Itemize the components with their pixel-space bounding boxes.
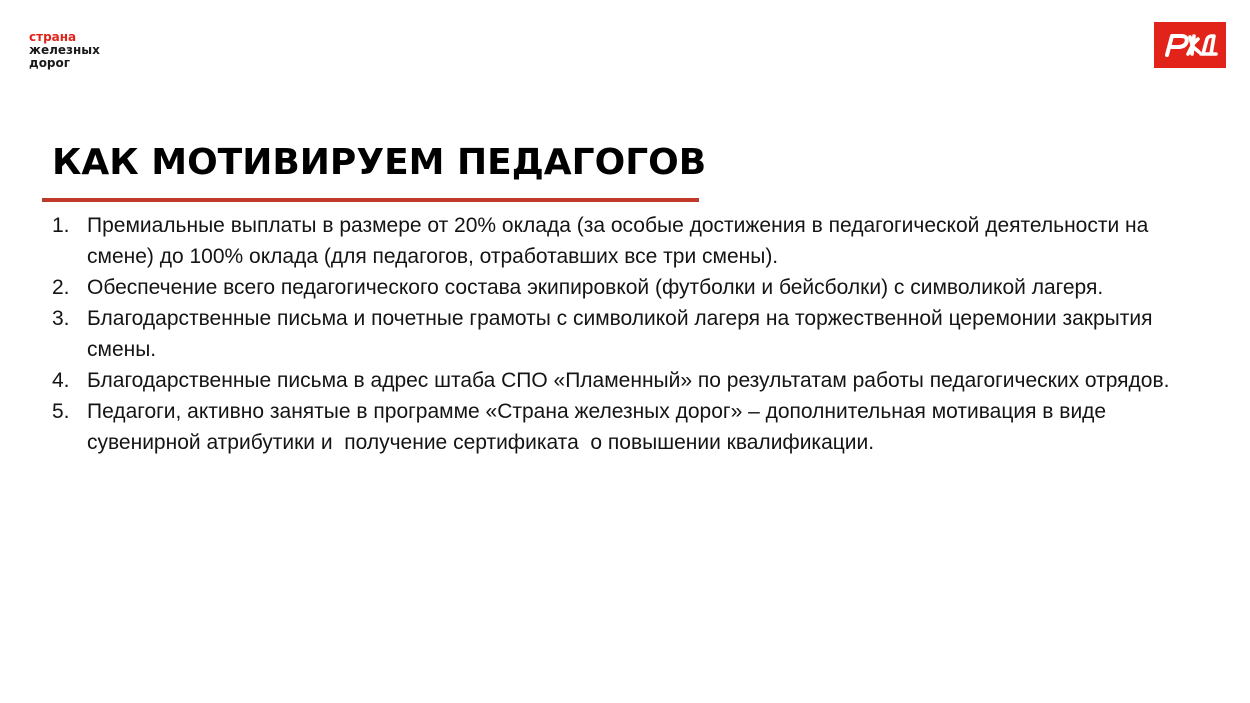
list-item: [52, 303, 1182, 365]
list-item: [52, 396, 1182, 458]
list-item-text: Обеспечение всего педагогического состава экипировкой (футболки и бейсболки) с символикой лагеря.: [87, 276, 1104, 299]
list-item: [52, 365, 1182, 396]
list-item: [52, 272, 1182, 303]
list-item-text: Педагоги, активно занятые в программе «Страна железных дорог» – дополнительная мотивация в виде сувенирной атрибутики и получение сертификата о повышении квалификации.: [87, 400, 1112, 454]
list-item-text: Премиальные выплаты в размере от 20% оклада (за особые достижения в педагогической деятельности на смене) до 100% оклада (для педагогов, отработавших все три смены).: [87, 214, 1155, 268]
list-item-number: 1.: [52, 214, 70, 237]
brand-wordmark: [29, 31, 100, 70]
title-underline: [42, 198, 699, 202]
rzd-logo: [1154, 22, 1226, 68]
list-item: [52, 210, 1182, 272]
list-item-number: 5.: [52, 400, 70, 423]
brand-line-3: дорог: [29, 56, 71, 70]
brand-line-1: страна: [29, 30, 77, 44]
brand-line-2: железных: [29, 43, 100, 57]
list-item-text: Благодарственные письма в адрес штаба СПО «Пламенный» по результатам работы педагогических отрядов.: [87, 369, 1170, 392]
motivation-list: [52, 210, 1182, 458]
list-item-number: 4.: [52, 369, 70, 392]
list-item-number: 3.: [52, 307, 70, 330]
list-item-text: Благодарственные письма и почетные грамоты с символикой лагеря на торжественной церемонии закрытия смены.: [87, 307, 1159, 361]
rzd-logo-icon: [1161, 30, 1219, 60]
page-title: КАК МОТИВИРУЕМ ПЕДАГОГОВ: [52, 142, 707, 183]
list-item-number: 2.: [52, 276, 70, 299]
